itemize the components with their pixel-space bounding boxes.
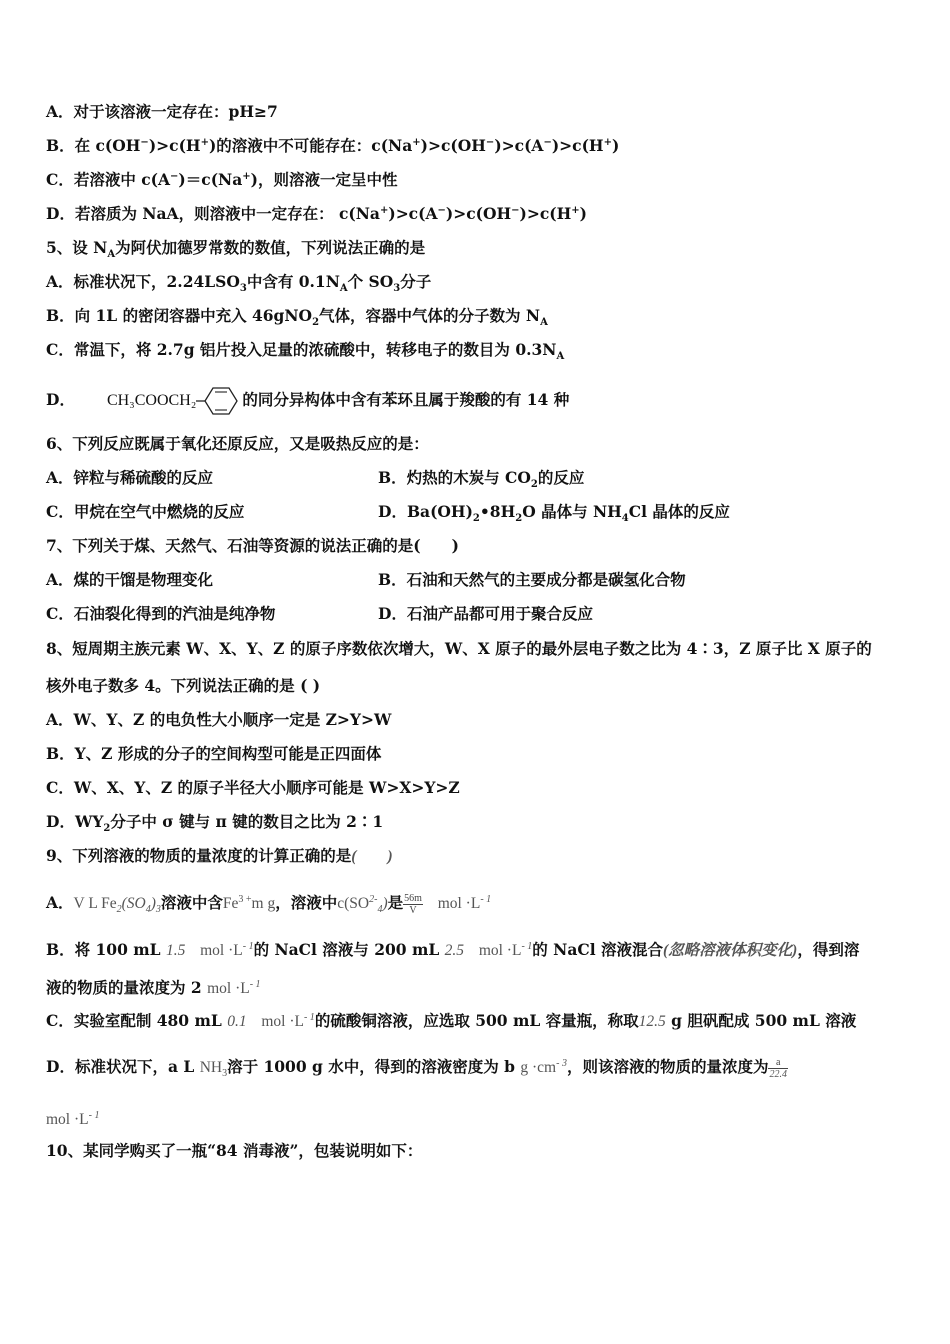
- q5-option-c: C．常温下，将 2.7g 铝片投入足量的浓硫酸中，转移电子的数目为 $0.3N_A$: [46, 340, 565, 363]
- q6-option-b: B．灼热的木炭与 $CO_2$的反应: [378, 468, 585, 491]
- q7-option-a: A．煤的干馏是物理变化: [46, 570, 214, 589]
- q9-option-b-line2: 液的物质的量浓度为 2 mol $\cdot L^{- 1}$: [46, 978, 261, 997]
- q7-option-b: B．石油和天然气的主要成分都是碳氢化合物: [378, 570, 686, 589]
- q8-option-d: D．$WY_2$分子中 σ 键与 π 键的数目之比为 2∶1: [46, 812, 384, 835]
- fraction-a-over-22-4: $\frac{a}{22.4}$: [769, 1056, 787, 1080]
- q4-option-d: D．若溶质为 NaA，则溶液中一定存在： c(Na+)>c(A−)>c(OH−)>c(H+): [46, 204, 587, 223]
- q9-option-d-line1: D．标准状况下，a L $NH_3$溶于 1000 g 水中，得到的溶液密度为 b $g \cdot cm^{- 3}$，则该溶液的物质的量浓度为 $\frac{a}{22.4}$: [46, 1056, 787, 1080]
- q7-option-d: D．石油产品都可用于聚合反应: [378, 604, 593, 623]
- fraction-56m-over-v: $\frac{56m}{V}$: [404, 892, 422, 916]
- q8-option-c: C．W、X、Y、Z 的原子半径大小顺序可能是 W>X>Y>Z: [46, 778, 460, 797]
- q8-stem-line1: 8、短周期主族元素 W、X、Y、Z 的原子序数依次增大，W、X 原子的最外层电子数之比为 4∶3，Z 原子比 X 原子的: [46, 639, 872, 658]
- q6-option-a: A．锌粒与稀硫酸的反应: [46, 468, 214, 487]
- q4-option-a: A．对于该溶液一定存在：pH≥7: [46, 102, 278, 121]
- q10-stem: 10、某同学购买了一瓶“84 消毒液”，包装说明如下：: [46, 1141, 423, 1160]
- q9-option-d-line2: mol $\cdot L^{- 1}$: [46, 1109, 100, 1128]
- q5-stem: 5、设 $N_A$为阿伏加德罗常数的数值，下列说法正确的是: [46, 238, 426, 261]
- q6-option-c: C．甲烷在空气中燃烧的反应: [46, 502, 245, 521]
- q8-option-a: A．W、Y、Z 的电负性大小顺序一定是 Z>Y>W: [46, 710, 392, 729]
- q9-option-a: A．V L $Fe_2(SO_4)_3$溶液中含$Fe^{3 +}m$ g，溶液中$c(SO^{2-}_4)$是 $\frac{56m}{V}$ mol $\cdot L^{- 1}$: [46, 892, 492, 916]
- q4-option-b: B．在 c(OH−)>c(H+)的溶液中不可能存在：c(Na+)>c(OH−)>c(A−)>c(H+): [46, 136, 620, 155]
- q9-stem: 9、下列溶液的物质的量浓度的计算正确的是( ): [46, 846, 393, 865]
- q9-option-b-line1: B．将 100 mL 1.5 mol $\cdot L^{- 1}$的 NaCl 溶液与 200 mL 2.5 mol $\cdot L^{- 1}$的 NaCl 溶液混合(忽略溶液体积变化)，得到溶: [46, 940, 860, 959]
- q5-option-d: D． CH₃COOCH₂ 的同分异构体中含有苯环且属于羧酸的有 14 种: [46, 384, 569, 418]
- q8-option-b: B．Y、Z 形成的分子的空间构型可能是正四面体: [46, 744, 382, 763]
- q5-option-b: B．向 1L 的密闭容器中充入 46gNO$_2$气体，容器中气体的分子数为 $N_A$: [46, 306, 548, 329]
- q5-option-a: A．标准状况下，$2.24LSO_3$中含有 $0.1N_A$个 $SO_3$分子: [46, 272, 432, 295]
- q4-option-c: C．若溶液中 c(A−)＝c(Na+)，则溶液一定呈中性: [46, 170, 398, 189]
- benzene-ring-icon: [196, 384, 238, 418]
- q6-option-d: D．$Ba(OH)_2•8H_2O$ 晶体与 $NH_4Cl$ 晶体的反应: [378, 502, 730, 525]
- q8-stem-line2: 核外电子数多 4。下列说法正确的是 ( ): [46, 676, 321, 695]
- q6-stem: 6、下列反应既属于氧化还原反应，又是吸热反应的是：: [46, 434, 429, 453]
- q9-option-c: C．实验室配制 480 mL 0.1 mol $\cdot L^{- 1}$的硫酸铜溶液，应选取 500 mL 容量瓶，称取12.5 g 胆矾配成 500 mL 溶液: [46, 1011, 857, 1030]
- q7-stem: 7、下列关于煤、天然气、石油等资源的说法正确的是( ): [46, 536, 459, 555]
- benzyl-acetate-structure: CH₃COOCH₂: [107, 384, 238, 418]
- q7-option-c: C．石油裂化得到的汽油是纯净物: [46, 604, 276, 623]
